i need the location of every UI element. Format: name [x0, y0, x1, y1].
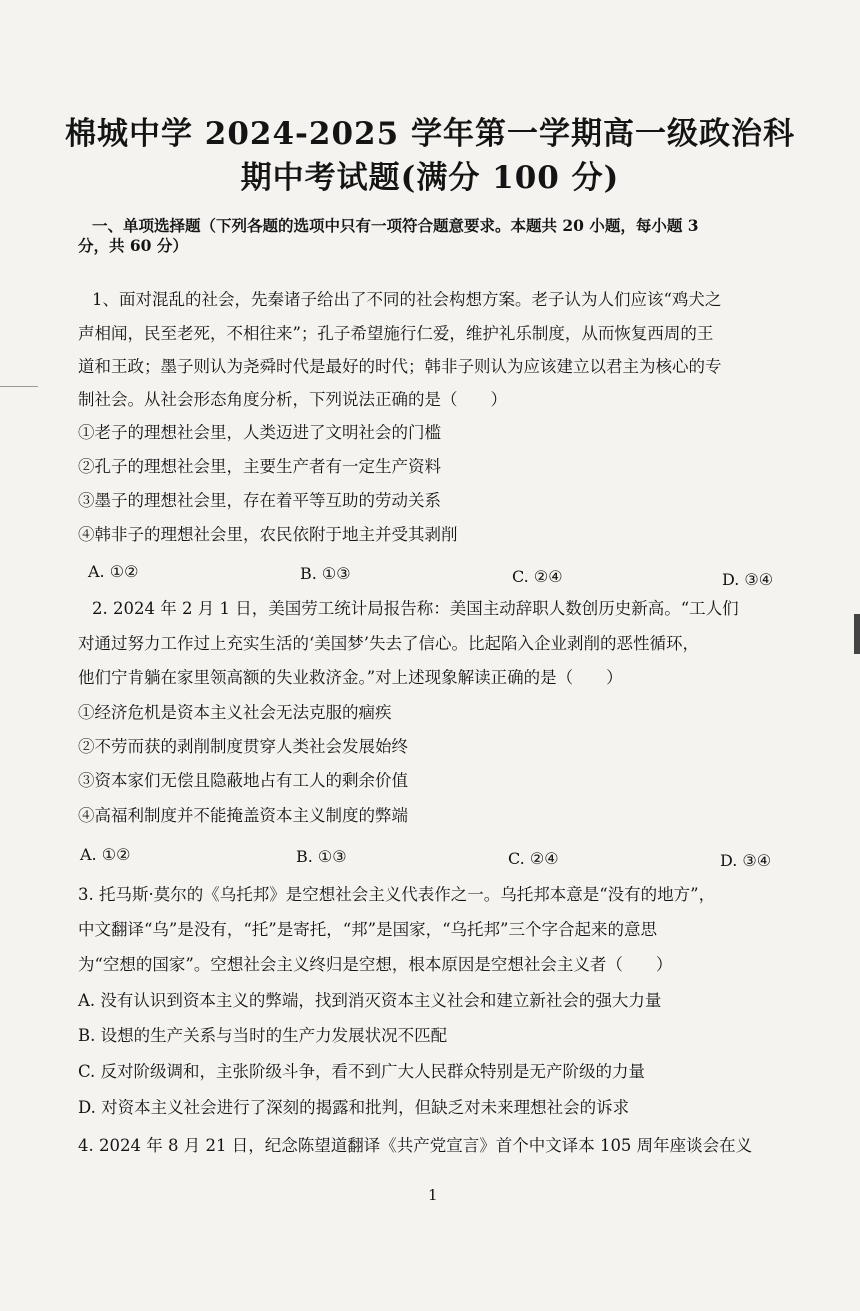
- q2-stem-line: 他们宁肯躺在家里领高额的失业救济金。”对上述现象解读正确的是（ ）: [78, 668, 623, 687]
- q1-stem-line: 制社会。从社会形态角度分析，下列说法正确的是（ ）: [78, 390, 507, 409]
- q3-option-c: C. 反对阶级调和，主张阶级斗争，看不到广大人民群众特别是无产阶级的力量: [78, 1062, 646, 1081]
- q1-item: ④韩非子的理想社会里，农民依附于地主并受其剥削: [78, 525, 458, 544]
- q3-stem-line: 3. 托马斯·莫尔的《乌托邦》是空想社会主义代表作之一。乌托邦本意是“没有的地方”，: [78, 885, 716, 904]
- q1-stem-line: 道和王政；墨子则认为尧舜时代是最好的时代；韩非子则认为应该建立以君主为核心的专: [78, 357, 722, 376]
- exam-title: 棉城中学 2024-2025 学年第一学期高一级政治科: [64, 116, 795, 152]
- q3-stem-line: 中文翻译“乌”是没有，“托”是寄托，“邦”是国家，“乌托邦”三个字合起来的意思: [78, 920, 657, 939]
- q1-option-c: C. ②④: [512, 567, 563, 586]
- q3-option-a: A. 没有认识到资本主义的弊端，找到消灭资本主义社会和建立新社会的强大力量: [78, 991, 662, 1010]
- q1-stem-line: 1、面对混乱的社会，先秦诸子给出了不同的社会构想方案。老子认为人们应该“鸡犬之: [92, 290, 722, 309]
- q1-stem-line: 声相闻，民至老死，不相往来”；孔子希望施行仁爱，维护礼乐制度，从而恢复西周的王: [78, 324, 714, 343]
- q1-option-b: B. ①③: [300, 564, 351, 583]
- q1-item: ③墨子的理想社会里，存在着平等互助的劳动关系: [78, 491, 441, 510]
- q3-stem-line: 为“空想的国家”。空想社会主义终归是空想，根本原因是空想社会主义者（ ）: [78, 955, 673, 974]
- q2-option-d: D. ③④: [720, 851, 772, 870]
- q2-item: ③资本家们无偿且隐蔽地占有工人的剩余价值: [78, 771, 408, 790]
- q3-option-b: B. 设想的生产关系与当时的生产力发展状况不匹配: [78, 1026, 448, 1045]
- q1-option-d: D. ③④: [722, 570, 774, 589]
- section-heading: 一、单项选择题（下列各题的选项中只有一项符合题意要求。本题共 20 小题，每小题 3: [92, 216, 699, 235]
- q1-item: ①老子的理想社会里，人类迈进了文明社会的门槛: [78, 423, 441, 442]
- q2-item: ①经济危机是资本主义社会无法克服的痼疾: [78, 703, 392, 722]
- section-heading-cont: 分，共 60 分）: [78, 236, 188, 255]
- q3-option-d: D. 对资本主义社会进行了深刻的揭露和批判，但缺乏对未来理想社会的诉求: [78, 1098, 630, 1117]
- q2-option-c: C. ②④: [508, 849, 559, 868]
- q1-item: ②孔子的理想社会里，主要生产者有一定生产资料: [78, 457, 441, 476]
- q2-option-a: A. ①②: [80, 845, 131, 864]
- q2-stem-line: 2. 2024 年 2 月 1 日，美国劳工统计局报告称：美国主动辞职人数创历史新高。“工人们: [92, 599, 739, 618]
- scan-edge-mark: [0, 386, 38, 387]
- q2-item: ④高福利制度并不能掩盖资本主义制度的弊端: [78, 806, 408, 825]
- scan-edge-mark-right: [854, 614, 860, 654]
- q2-stem-line: 对通过努力工作过上充实生活的‘美国梦’失去了信心。比起陷入企业剥削的恶性循环，: [78, 634, 699, 653]
- q1-option-a: A. ①②: [88, 562, 139, 581]
- page-number: 1: [428, 1186, 438, 1204]
- q4-stem-line: 4. 2024 年 8 月 21 日，纪念陈望道翻译《共产党宣言》首个中文译本 105 周年座谈会在义: [78, 1136, 753, 1155]
- q2-item: ②不劳而获的剥削制度贯穿人类社会发展始终: [78, 737, 408, 756]
- q2-option-b: B. ①③: [296, 847, 347, 866]
- exam-subtitle: 期中考试题(满分 100 分): [240, 160, 620, 196]
